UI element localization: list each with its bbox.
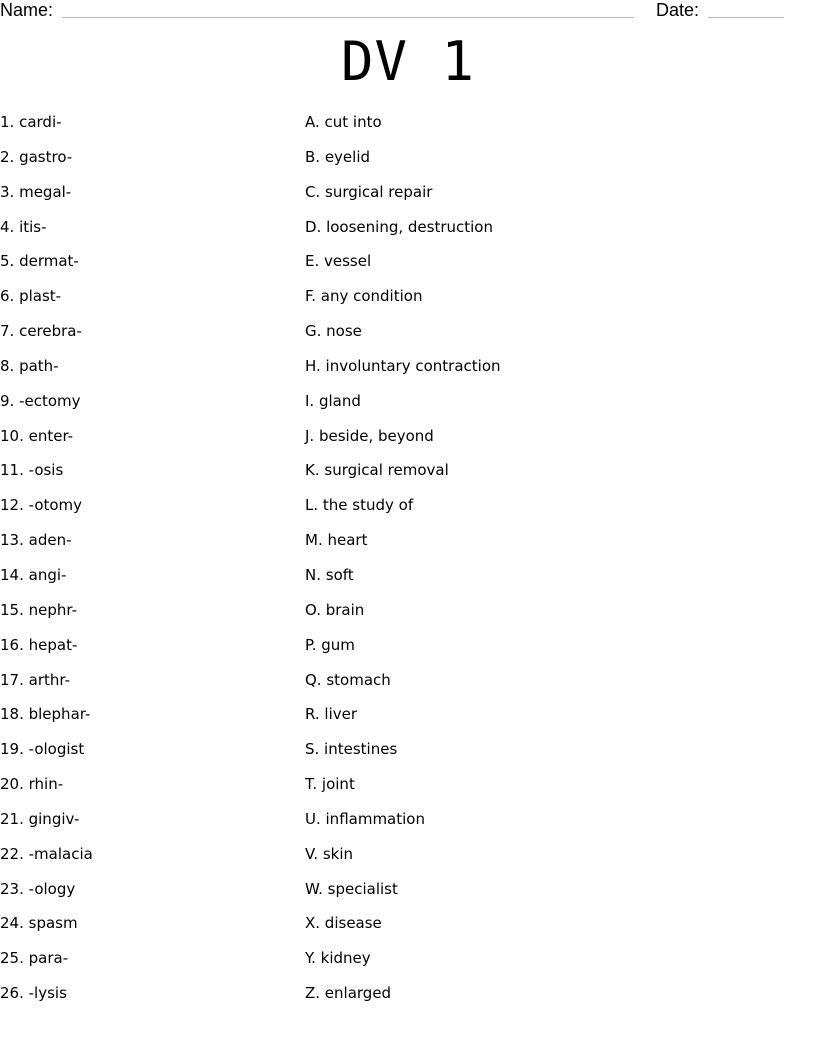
definition-item: I. gland	[305, 391, 361, 410]
match-row	[0, 495, 816, 530]
match-row	[0, 635, 816, 670]
match-row	[0, 356, 816, 391]
term-item: 25. para-	[0, 949, 69, 968]
match-row	[0, 217, 816, 252]
term-item: 3. megal-	[0, 182, 72, 201]
term-item: 15. nephr-	[0, 600, 78, 619]
match-row	[0, 704, 816, 739]
definition-item: U. inflammation	[305, 809, 425, 828]
definition-item: O. brain	[305, 600, 365, 619]
definition-item: B. eyelid	[305, 147, 371, 166]
definition-item: M. heart	[305, 531, 368, 550]
match-row	[0, 426, 816, 461]
definition-item: S. intestines	[305, 740, 398, 759]
match-row	[0, 948, 816, 983]
match-row	[0, 913, 816, 948]
term-item: 4. itis-	[0, 217, 47, 236]
definition-item: P. gum	[305, 635, 355, 654]
term-item: 12. -otomy	[0, 496, 83, 515]
term-item: 20. rhin-	[0, 775, 64, 794]
definition-item: Y. kidney	[305, 949, 371, 968]
match-row	[0, 670, 816, 705]
name-blank-line	[62, 17, 634, 18]
match-row	[0, 983, 816, 1018]
definition-item: W. specialist	[305, 879, 398, 898]
match-row	[0, 460, 816, 495]
definition-item: D. loosening, destruction	[305, 217, 493, 236]
match-row	[0, 321, 816, 356]
definition-item: X. disease	[305, 914, 382, 933]
term-item: 2. gastro-	[0, 147, 73, 166]
date-label: Date:	[656, 0, 700, 20]
term-item: 14. angi-	[0, 565, 67, 584]
term-item: 24. spasm	[0, 914, 78, 933]
match-row	[0, 600, 816, 635]
definition-item: T. joint	[305, 775, 355, 794]
match-row	[0, 112, 816, 147]
definition-item: J. beside, beyond	[305, 426, 434, 445]
match-row	[0, 844, 816, 879]
term-item: 16. hepat-	[0, 635, 78, 654]
term-item: 11. -osis	[0, 461, 64, 480]
term-item: 5. dermat-	[0, 252, 79, 271]
name-label: Name:	[0, 0, 54, 20]
term-item: 13. aden-	[0, 531, 72, 550]
match-row	[0, 774, 816, 809]
definition-item: R. liver	[305, 705, 358, 724]
match-row	[0, 391, 816, 426]
term-item: 9. -ectomy	[0, 391, 81, 410]
term-item: 8. path-	[0, 356, 59, 375]
term-item: 23. -ology	[0, 879, 76, 898]
term-item: 19. -ologist	[0, 740, 85, 759]
term-item: 22. -malacia	[0, 844, 93, 863]
match-row	[0, 565, 816, 600]
definition-item: E. vessel	[305, 252, 372, 271]
term-item: 10. enter-	[0, 426, 74, 445]
definition-item: H. involuntary contraction	[305, 356, 501, 375]
match-row	[0, 182, 816, 217]
match-row	[0, 739, 816, 774]
term-item: 18. blephar-	[0, 705, 91, 724]
match-row	[0, 286, 816, 321]
definition-item: Z. enlarged	[305, 984, 392, 1003]
match-row	[0, 530, 816, 565]
date-blank-line	[708, 17, 784, 18]
definition-item: G. nose	[305, 322, 362, 341]
definition-item: N. soft	[305, 565, 354, 584]
match-row	[0, 251, 816, 286]
definition-item: C. surgical repair	[305, 182, 433, 201]
definition-item: F. any condition	[305, 287, 423, 306]
header-row	[0, 0, 816, 24]
term-item: 7. cerebra-	[0, 322, 82, 341]
page-title: DV 1	[340, 30, 476, 93]
definition-item: A. cut into	[305, 113, 382, 131]
term-item: 26. -lysis	[0, 984, 67, 1003]
definition-item: L. the study of	[305, 496, 414, 515]
definition-item: V. skin	[305, 844, 354, 863]
term-item: 1. cardi-	[0, 113, 62, 131]
definition-item: Q. stomach	[305, 670, 391, 689]
term-item: 6. plast-	[0, 287, 62, 306]
match-row	[0, 879, 816, 914]
term-item: 17. arthr-	[0, 670, 70, 689]
term-item: 21. gingiv-	[0, 809, 80, 828]
match-row	[0, 147, 816, 182]
match-row	[0, 809, 816, 844]
definition-item: K. surgical removal	[305, 461, 449, 480]
matching-list	[0, 112, 816, 1018]
